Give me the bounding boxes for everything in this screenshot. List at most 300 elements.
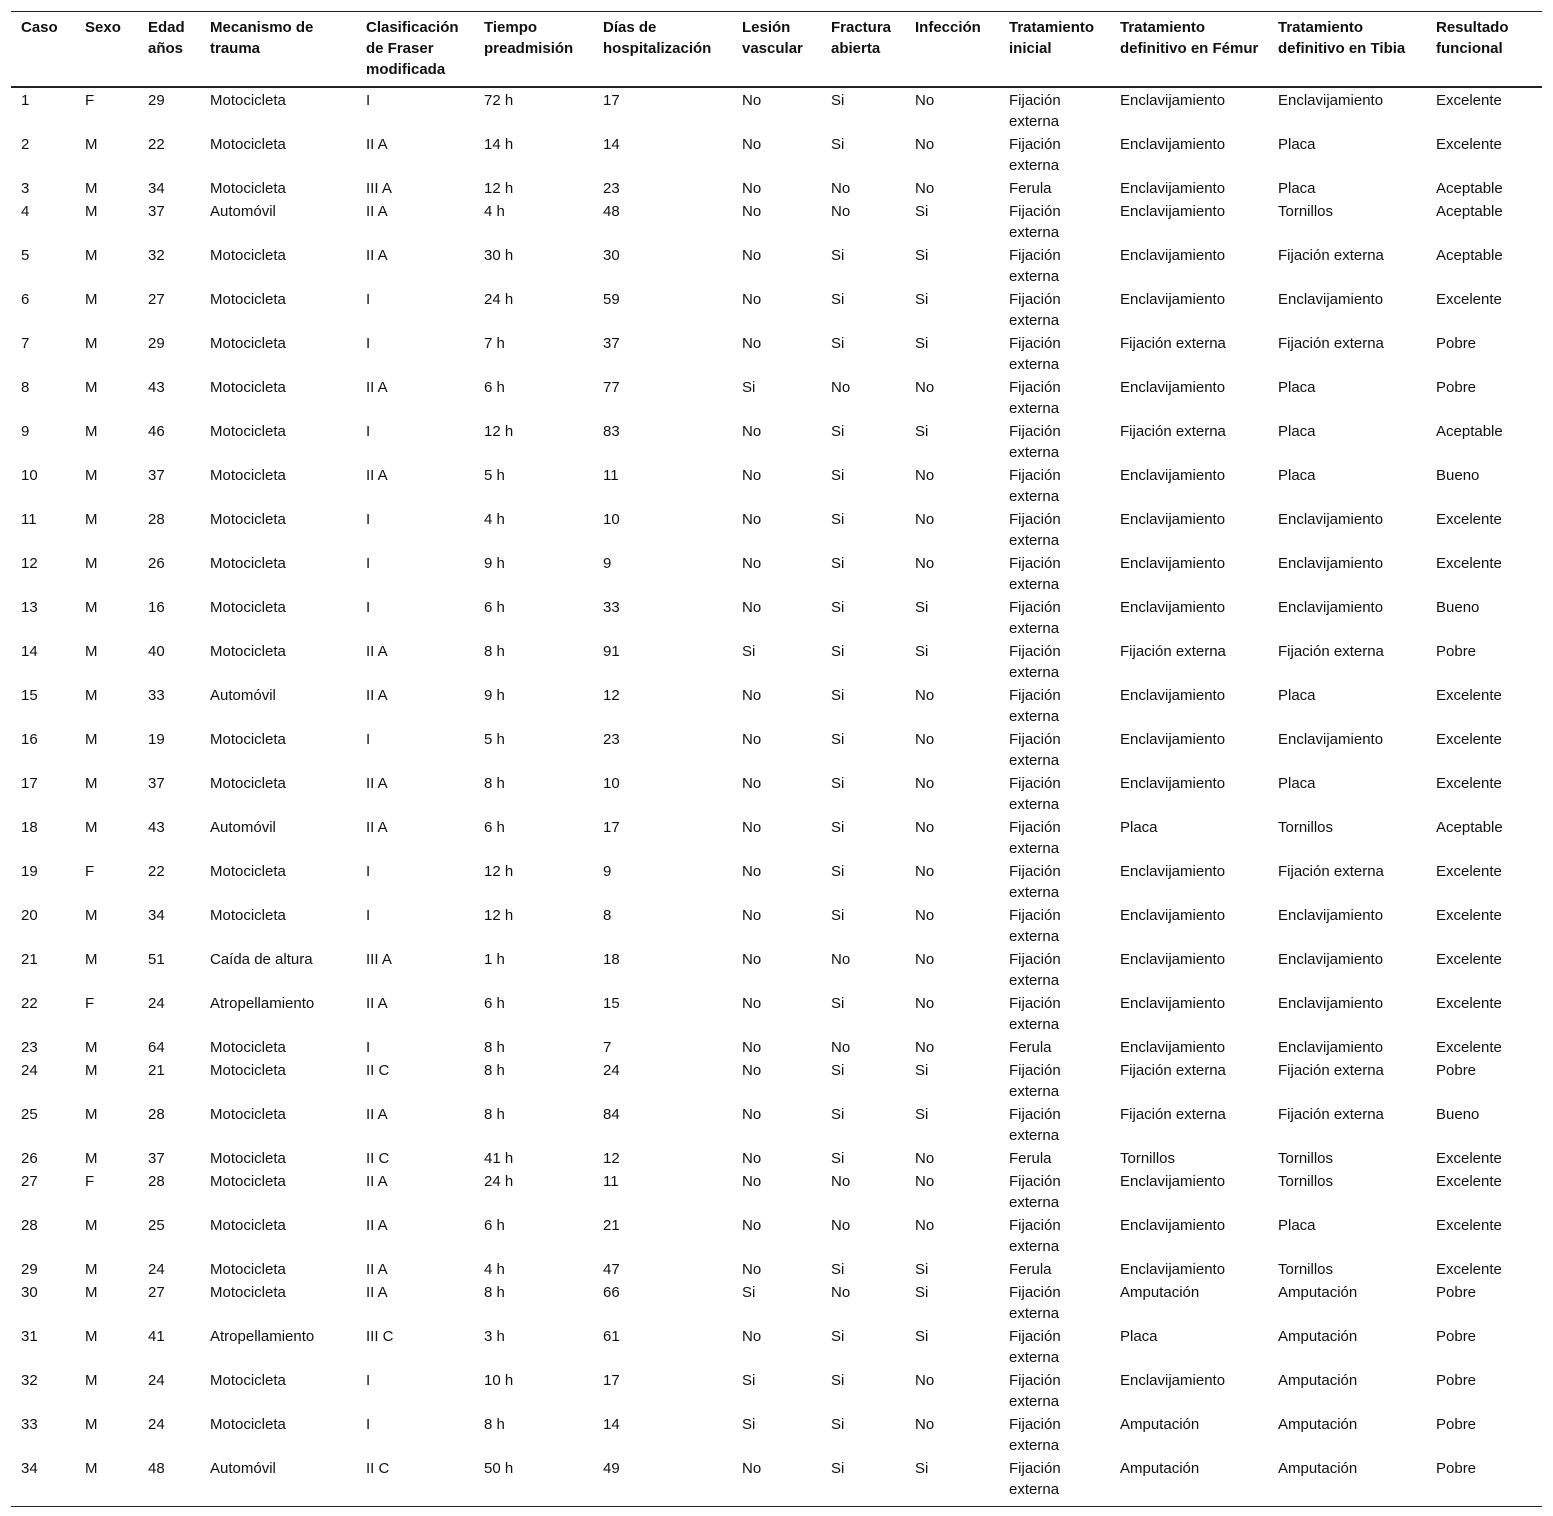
table-cell: No xyxy=(742,731,762,748)
table-cell: 22 xyxy=(148,136,165,153)
table-cell: Enclavijamiento xyxy=(1120,291,1226,308)
table-cell: 32 xyxy=(148,247,165,264)
table-cell: 11 xyxy=(21,511,37,528)
table-cell: Excelente xyxy=(1436,555,1502,572)
table-cell: No xyxy=(831,203,851,220)
table-cell: 8 h xyxy=(484,775,505,792)
table-cell: Ferula xyxy=(1009,180,1052,197)
table-cell: Motocicleta xyxy=(210,247,286,264)
table-cell: No xyxy=(742,951,762,968)
table-cell: Placa xyxy=(1278,136,1316,153)
table-row xyxy=(11,133,1542,177)
table-cell: M xyxy=(85,203,98,220)
table-cell: 72 h xyxy=(484,92,514,109)
table-cell: 12 h xyxy=(484,423,514,440)
table-cell: No xyxy=(742,247,762,264)
table-cell: F xyxy=(85,92,95,109)
table-cell: Motocicleta xyxy=(210,467,286,484)
table-cell: 17 xyxy=(603,92,620,109)
table-cell: M xyxy=(85,291,98,308)
table-cell: Fijación externa xyxy=(1009,1173,1061,1211)
table-cell: 9 h xyxy=(484,555,505,572)
table-cell: Excelente xyxy=(1436,995,1502,1012)
table-row xyxy=(11,288,1542,332)
table-cell: Motocicleta xyxy=(210,1106,286,1123)
table-cell: 10 xyxy=(21,467,38,484)
table-cell: Si xyxy=(742,1416,756,1433)
table-cell: Si xyxy=(831,136,845,153)
table-cell: Fijación externa xyxy=(1278,1106,1384,1123)
table-cell: M xyxy=(85,1261,98,1278)
table-cell: Pobre xyxy=(1436,1284,1477,1301)
table-cell: Si xyxy=(831,1062,845,1079)
table-cell: 29 xyxy=(148,335,165,352)
table-row xyxy=(11,1413,1542,1457)
table-cell: Excelente xyxy=(1436,1039,1502,1056)
table-cell: Enclavijamiento xyxy=(1278,291,1384,308)
table-cell: Motocicleta xyxy=(210,136,286,153)
table-cell: 27 xyxy=(21,1173,38,1190)
table-cell: Bueno xyxy=(1436,467,1480,484)
table-cell: Aceptable xyxy=(1436,819,1503,836)
table-cell: Si xyxy=(831,1150,845,1167)
table-cell: Si xyxy=(915,1284,929,1301)
table-cell: I xyxy=(366,555,371,572)
table-cell: No xyxy=(742,291,762,308)
table-cell: Fijación externa xyxy=(1009,1106,1061,1144)
table-cell: Fijación externa xyxy=(1009,1217,1061,1255)
table-cell: 6 h xyxy=(484,1217,505,1234)
table-cell: No xyxy=(915,775,935,792)
table-cell: Motocicleta xyxy=(210,731,286,748)
table-cell: No xyxy=(831,379,851,396)
table-cell: I xyxy=(366,92,371,109)
table-cell: Automóvil xyxy=(210,203,276,220)
table-cell: 14 xyxy=(603,1416,620,1433)
table-cell: 83 xyxy=(603,423,620,440)
table-row xyxy=(11,640,1542,684)
table-cell: Enclavijamiento xyxy=(1120,247,1226,264)
table-cell: Enclavijamiento xyxy=(1120,1173,1226,1190)
table-cell: Enclavijamiento xyxy=(1120,995,1226,1012)
table-cell: Fijación externa xyxy=(1278,643,1384,660)
table-cell: Amputación xyxy=(1278,1460,1358,1477)
table-cell: 61 xyxy=(603,1328,620,1345)
table-cell: Enclavijamiento xyxy=(1120,775,1226,792)
table-cell: 18 xyxy=(21,819,38,836)
table-cell: II C xyxy=(366,1062,390,1079)
table-cell: II A xyxy=(366,1284,388,1301)
column-header: Resultado funcional xyxy=(1436,19,1509,57)
table-row xyxy=(11,1059,1542,1103)
table-cell: Excelente xyxy=(1436,1261,1502,1278)
table-cell: Si xyxy=(831,907,845,924)
table-cell: 66 xyxy=(603,1284,620,1301)
table-cell: Fijación externa xyxy=(1120,1106,1226,1123)
table-row xyxy=(11,948,1542,992)
table-cell: Excelente xyxy=(1436,907,1502,924)
table-cell: 34 xyxy=(148,180,165,197)
table-cell: 4 h xyxy=(484,1261,505,1278)
table-cell: M xyxy=(85,1460,98,1477)
table-cell: Enclavijamiento xyxy=(1278,731,1384,748)
table-cell: 15 xyxy=(603,995,620,1012)
table-cell: 7 xyxy=(603,1039,612,1056)
table-cell: 8 h xyxy=(484,1106,505,1123)
table-cell: I xyxy=(366,863,371,880)
table-cell: II A xyxy=(366,643,388,660)
table-cell: 24 xyxy=(148,1372,165,1389)
column-header: Tratamiento inicial xyxy=(1009,19,1095,57)
table-cell: Fijación externa xyxy=(1278,1062,1384,1079)
table-cell: 11 xyxy=(603,1173,619,1190)
table-cell: Fijación externa xyxy=(1009,335,1061,373)
table-cell: 47 xyxy=(603,1261,620,1278)
table-cell: Enclavijamiento xyxy=(1120,951,1226,968)
table-cell: 22 xyxy=(148,863,165,880)
table-cell: No xyxy=(915,731,935,748)
table-cell: M xyxy=(85,687,98,704)
table-cell: Si xyxy=(831,247,845,264)
table-cell: Enclavijamiento xyxy=(1278,951,1384,968)
table-cell: 33 xyxy=(603,599,620,616)
data-table xyxy=(11,11,1542,1507)
table-cell: Pobre xyxy=(1436,335,1477,352)
table-row xyxy=(11,1369,1542,1413)
table-row xyxy=(11,508,1542,552)
table-cell: No xyxy=(915,1416,935,1433)
table-cell: Si xyxy=(831,555,845,572)
table-cell: Fijación externa xyxy=(1009,511,1061,549)
table-cell: Motocicleta xyxy=(210,1372,286,1389)
table-cell: 24 xyxy=(148,995,165,1012)
table-cell: Enclavijamiento xyxy=(1120,731,1226,748)
header-row xyxy=(11,12,1542,88)
table-cell: Enclavijamiento xyxy=(1120,863,1226,880)
table-cell: Motocicleta xyxy=(210,863,286,880)
table-cell: 12 xyxy=(603,1150,620,1167)
table-cell: 11 xyxy=(603,467,619,484)
table-cell: 8 xyxy=(603,907,612,924)
table-cell: No xyxy=(915,180,935,197)
table-cell: Tornillos xyxy=(1278,1173,1334,1190)
table-cell: 6 h xyxy=(484,819,505,836)
table-cell: No xyxy=(742,1173,762,1190)
table-cell: Fijación externa xyxy=(1120,423,1226,440)
table-cell: I xyxy=(366,1372,371,1389)
table-cell: 19 xyxy=(21,863,38,880)
table-row xyxy=(11,1036,1542,1059)
table-cell: No xyxy=(915,467,935,484)
table-cell: Motocicleta xyxy=(210,907,286,924)
table-cell: Motocicleta xyxy=(210,775,286,792)
table-cell: 32 xyxy=(21,1372,38,1389)
table-cell: Fijación externa xyxy=(1009,1284,1061,1322)
table-cell: Si xyxy=(831,687,845,704)
table-cell: Automóvil xyxy=(210,1460,276,1477)
table-cell: Placa xyxy=(1278,467,1316,484)
table-cell: Enclavijamiento xyxy=(1120,555,1226,572)
table-cell: Caída de altura xyxy=(210,951,313,968)
table-cell: Enclavijamiento xyxy=(1120,687,1226,704)
table-cell: Aceptable xyxy=(1436,423,1503,440)
table-cell: II C xyxy=(366,1150,390,1167)
table-cell: 43 xyxy=(148,819,165,836)
table-cell: III A xyxy=(366,951,392,968)
table-cell: No xyxy=(831,951,851,968)
table-cell: Si xyxy=(831,291,845,308)
table-cell: No xyxy=(915,687,935,704)
table-cell: Tornillos xyxy=(1278,203,1334,220)
table-cell: Placa xyxy=(1278,379,1316,396)
table-cell: 15 xyxy=(21,687,38,704)
table-cell: Motocicleta xyxy=(210,379,286,396)
table-cell: 28 xyxy=(148,1106,165,1123)
table-cell: Enclavijamiento xyxy=(1278,511,1384,528)
table-cell: 28 xyxy=(148,1173,165,1190)
table-cell: Fijación externa xyxy=(1009,555,1061,593)
table-cell: Ferula xyxy=(1009,1261,1052,1278)
table-cell: 30 xyxy=(603,247,620,264)
table-cell: Placa xyxy=(1120,1328,1158,1345)
table-cell: 33 xyxy=(148,687,165,704)
table-cell: Fijación externa xyxy=(1278,335,1384,352)
table-cell: 20 xyxy=(21,907,38,924)
table-row xyxy=(11,684,1542,728)
column-header: Tratamiento definitivo en Fémur xyxy=(1120,19,1259,57)
table-cell: 29 xyxy=(148,92,165,109)
table-cell: 12 h xyxy=(484,863,514,880)
table-cell: 17 xyxy=(603,1372,620,1389)
table-cell: Excelente xyxy=(1436,136,1502,153)
table-cell: Fijación externa xyxy=(1009,92,1061,130)
table-cell: No xyxy=(742,511,762,528)
table-cell: Enclavijamiento xyxy=(1278,995,1384,1012)
table-cell: 17 xyxy=(603,819,620,836)
table-cell: Pobre xyxy=(1436,1062,1477,1079)
column-header: Sexo xyxy=(85,19,121,36)
table-cell: Motocicleta xyxy=(210,599,286,616)
table-row xyxy=(11,1325,1542,1369)
table-cell: 84 xyxy=(603,1106,620,1123)
table-cell: 49 xyxy=(603,1460,620,1477)
table-cell: No xyxy=(831,1284,851,1301)
table-cell: 9 xyxy=(603,863,612,880)
table-cell: 37 xyxy=(148,1150,165,1167)
table-cell: No xyxy=(742,136,762,153)
table-cell: I xyxy=(366,907,371,924)
table-cell: Fijación externa xyxy=(1009,599,1061,637)
table-cell: 31 xyxy=(21,1328,38,1345)
table-cell: II A xyxy=(366,1217,388,1234)
table-cell: Motocicleta xyxy=(210,1062,286,1079)
table-cell: No xyxy=(831,180,851,197)
table-cell: I xyxy=(366,291,371,308)
table-row xyxy=(11,1103,1542,1147)
table-cell: Fijación externa xyxy=(1009,731,1061,769)
table-cell: 48 xyxy=(148,1460,165,1477)
table-cell: 12 h xyxy=(484,907,514,924)
table-row xyxy=(11,772,1542,816)
table-cell: Si xyxy=(915,1460,929,1477)
table-cell: No xyxy=(742,599,762,616)
table-cell: I xyxy=(366,335,371,352)
table-cell: Fijación externa xyxy=(1120,1062,1226,1079)
table-cell: Enclavijamiento xyxy=(1120,136,1226,153)
table-cell: Motocicleta xyxy=(210,1039,286,1056)
table-cell: No xyxy=(742,1062,762,1079)
table-cell: 4 xyxy=(21,203,30,220)
table-cell: M xyxy=(85,1416,98,1433)
table-cell: 41 h xyxy=(484,1150,514,1167)
table-cell: M xyxy=(85,1039,98,1056)
table-cell: 41 xyxy=(148,1328,165,1345)
table-cell: 30 h xyxy=(484,247,514,264)
table-row xyxy=(11,728,1542,772)
table-cell: 40 xyxy=(148,643,165,660)
table-cell: 24 xyxy=(148,1416,165,1433)
table-cell: 46 xyxy=(148,423,165,440)
table-cell: Enclavijamiento xyxy=(1120,203,1226,220)
table-cell: Motocicleta xyxy=(210,92,286,109)
table-cell: Amputación xyxy=(1278,1328,1358,1345)
table-cell: Si xyxy=(742,379,756,396)
table-container xyxy=(11,11,1542,1507)
table-cell: 9 h xyxy=(484,687,505,704)
table-cell: 23 xyxy=(603,180,620,197)
table-cell: F xyxy=(85,863,95,880)
table-cell: No xyxy=(742,203,762,220)
table-cell: 10 xyxy=(603,511,620,528)
table-cell: Amputación xyxy=(1120,1284,1200,1301)
column-header: Caso xyxy=(21,19,58,36)
table-cell: Motocicleta xyxy=(210,511,286,528)
table-cell: Excelente xyxy=(1436,863,1502,880)
table-cell: I xyxy=(366,1416,371,1433)
table-cell: III C xyxy=(366,1328,394,1345)
table-cell: Fijación externa xyxy=(1009,1372,1061,1410)
table-cell: M xyxy=(85,1372,98,1389)
table-cell: Excelente xyxy=(1436,775,1502,792)
table-cell: Si xyxy=(831,1460,845,1477)
table-cell: 12 xyxy=(603,687,620,704)
table-row xyxy=(11,1258,1542,1281)
table-cell: No xyxy=(915,511,935,528)
table-cell: 91 xyxy=(603,643,620,660)
table-cell: Si xyxy=(831,1328,845,1345)
table-row xyxy=(11,596,1542,640)
table-cell: Tornillos xyxy=(1278,1150,1334,1167)
column-header: Clasificación de Fraser modificada xyxy=(366,19,459,78)
table-cell: II A xyxy=(366,687,388,704)
table-cell: No xyxy=(742,180,762,197)
table-cell: No xyxy=(742,863,762,880)
table-cell: M xyxy=(85,180,98,197)
table-cell: Fijación externa xyxy=(1009,863,1061,901)
table-cell: Enclavijamiento xyxy=(1120,599,1226,616)
table-cell: Si xyxy=(831,1261,845,1278)
table-cell: II A xyxy=(366,136,388,153)
table-cell: No xyxy=(742,1106,762,1123)
table-cell: M xyxy=(85,555,98,572)
table-cell: Si xyxy=(831,995,845,1012)
table-row xyxy=(11,87,1542,133)
table-cell: Motocicleta xyxy=(210,1261,286,1278)
table-cell: 21 xyxy=(21,951,38,968)
table-row xyxy=(11,1170,1542,1214)
table-cell: Atropellamiento xyxy=(210,1328,315,1345)
table-cell: Fijación externa xyxy=(1009,907,1061,945)
table-cell: Atropellamiento xyxy=(210,995,315,1012)
table-cell: No xyxy=(742,335,762,352)
table-cell: Si xyxy=(831,863,845,880)
table-cell: No xyxy=(742,1217,762,1234)
table-cell: Si xyxy=(915,643,929,660)
column-header: Fractura abierta xyxy=(831,19,892,57)
table-cell: 1 h xyxy=(484,951,505,968)
table-cell: Fijación externa xyxy=(1009,1328,1061,1366)
table-cell: No xyxy=(915,1372,935,1389)
table-cell: No xyxy=(915,1173,935,1190)
table-cell: Fijación externa xyxy=(1009,291,1061,329)
table-cell: Excelente xyxy=(1436,1217,1502,1234)
table-cell: Fijación externa xyxy=(1009,819,1061,857)
table-cell: No xyxy=(742,92,762,109)
table-cell: Ferula xyxy=(1009,1039,1052,1056)
table-cell: Enclavijamiento xyxy=(1278,907,1384,924)
table-cell: No xyxy=(742,423,762,440)
table-cell: No xyxy=(742,1261,762,1278)
table-cell: Pobre xyxy=(1436,379,1477,396)
table-cell: No xyxy=(831,1217,851,1234)
table-cell: F xyxy=(85,1173,95,1190)
table-cell: M xyxy=(85,731,98,748)
table-cell: M xyxy=(85,247,98,264)
table-cell: Placa xyxy=(1278,687,1316,704)
table-cell: 37 xyxy=(148,467,165,484)
table-cell: M xyxy=(85,1284,98,1301)
table-cell: Amputación xyxy=(1120,1460,1200,1477)
table-cell: 14 xyxy=(603,136,620,153)
table-cell: Si xyxy=(831,92,845,109)
table-cell: 50 h xyxy=(484,1460,514,1477)
table-cell: Amputación xyxy=(1278,1284,1358,1301)
table-row xyxy=(11,552,1542,596)
table-cell: 5 xyxy=(21,247,30,264)
table-cell: No xyxy=(742,819,762,836)
table-cell: Si xyxy=(831,1106,845,1123)
column-header: Días de hospitalización xyxy=(603,19,712,57)
table-cell: Excelente xyxy=(1436,1150,1502,1167)
table-cell: 7 h xyxy=(484,335,505,352)
table-cell: Fijación externa xyxy=(1009,643,1061,681)
table-row xyxy=(11,992,1542,1036)
table-cell: 48 xyxy=(603,203,620,220)
table-cell: II A xyxy=(366,203,388,220)
table-cell: Excelente xyxy=(1436,511,1502,528)
table-cell: Si xyxy=(915,599,929,616)
table-cell: No xyxy=(915,907,935,924)
table-row xyxy=(11,464,1542,508)
table-cell: 5 h xyxy=(484,467,505,484)
table-cell: Ferula xyxy=(1009,1150,1052,1167)
table-cell: 8 xyxy=(21,379,30,396)
table-cell: 37 xyxy=(148,203,165,220)
table-cell: Si xyxy=(742,1372,756,1389)
table-cell: 3 xyxy=(21,180,30,197)
table-cell: Motocicleta xyxy=(210,180,286,197)
table-cell: Pobre xyxy=(1436,643,1477,660)
